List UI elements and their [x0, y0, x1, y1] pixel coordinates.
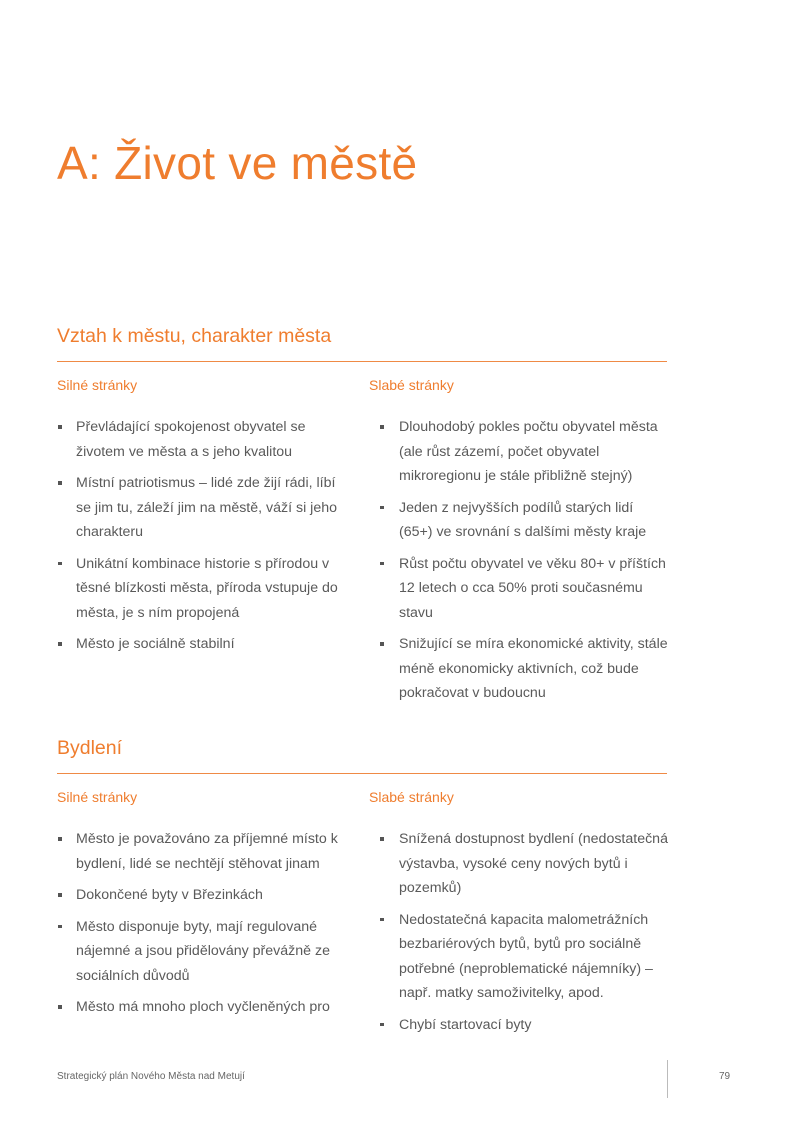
list-item-text: Dokončené byty v Březinkách — [76, 887, 263, 903]
list-item — [369, 632, 669, 706]
weaknesses-heading: Slabé stránky — [369, 789, 454, 805]
list-item — [369, 552, 669, 626]
list-item-text: Město disponuje byty, mají regulované nájemné a jsou přidělovány převážně ze sociálních důvodů — [76, 918, 330, 984]
list-item-text: Převládající spokojenost obyvatel se životem ve města a s jeho kvalitou — [76, 419, 306, 460]
list-item — [369, 827, 669, 901]
weaknesses-column — [369, 789, 669, 1044]
list-item-text: Město má mnoho ploch vyčleněných pro — [76, 999, 330, 1015]
strengths-column — [57, 377, 352, 664]
list-item-text: Dlouhodobý pokles počtu obyvatel města (ale růst zázemí, počet obyvatel mikroregionu je stále přibližně stejný) — [399, 419, 658, 484]
section-housing — [57, 737, 668, 1033]
list-item — [57, 632, 352, 657]
bullet-icon — [58, 562, 62, 566]
bullet-icon — [58, 481, 62, 485]
strengths-heading: Silné stránky — [57, 377, 138, 393]
bullet-icon — [58, 425, 62, 429]
bullet-icon — [380, 562, 384, 566]
list-item-text: Snižující se míra ekonomické aktivity, stále méně ekonomicky aktivních, což bude pokračovat v budoucnu — [399, 636, 668, 701]
list-item — [369, 1013, 669, 1038]
list-item — [369, 496, 669, 545]
weaknesses-column — [369, 377, 669, 713]
bullet-icon — [58, 893, 62, 897]
bullet-icon — [380, 506, 384, 510]
weaknesses-heading: Slabé stránky — [369, 377, 454, 393]
strengths-list — [57, 415, 352, 657]
weaknesses-list — [369, 827, 669, 1037]
weaknesses-list — [369, 415, 669, 706]
section-title: Bydlení — [57, 737, 667, 774]
list-item — [57, 415, 352, 464]
strengths-column — [57, 789, 352, 1027]
list-item — [57, 995, 352, 1020]
list-item — [57, 883, 352, 908]
strengths-heading: Silné stránky — [57, 789, 138, 805]
page-title: A: Život ve městě — [57, 137, 418, 189]
bullet-icon — [380, 1023, 384, 1027]
bullet-icon — [58, 925, 62, 929]
list-item-text: Město je považováno za příjemné místo k bydlení, lidé se nechtějí stěhovat jinam — [76, 831, 338, 872]
list-item — [57, 471, 352, 545]
list-item — [369, 908, 669, 1006]
footer-divider — [667, 1060, 668, 1098]
list-item — [369, 415, 669, 489]
page-number: 79 — [719, 1071, 731, 1082]
strengths-list — [57, 827, 352, 1020]
section-relationship-to-town — [57, 325, 668, 701]
list-item — [57, 827, 352, 876]
list-item-text: Místní patriotismus – lidé zde žijí rádi, líbí se jim tu, záleží jim na městě, váží si jeho charakteru — [76, 475, 337, 540]
list-item-text: Jeden z nejvyšších podílů starých lidí (65+) ve srovnání s dalšími městy kraje — [399, 499, 647, 540]
list-item — [57, 915, 352, 989]
bullet-icon — [380, 918, 384, 922]
list-item-text: Nedostatečná kapacita malometrážních bezbariérových bytů, bytů pro sociálně potřebné (neproblematické nájemníky) – např. matky samoživitelky, apod. — [399, 911, 653, 1001]
bullet-icon — [380, 425, 384, 429]
bullet-icon — [58, 642, 62, 646]
list-item-text: Chybí startovací byty — [399, 1016, 532, 1033]
section-title: Vztah k městu, charakter města — [57, 325, 667, 362]
list-item-text: Unikátní kombinace historie s přírodou v těsné blízkosti města, příroda vstupuje do města, je s ním propojená — [76, 555, 338, 621]
list-item-text: Růst počtu obyvatel ve věku 80+ v příštích 12 letech o cca 50% proti současnému stavu — [399, 555, 666, 621]
bullet-icon — [380, 642, 384, 646]
bullet-icon — [58, 1005, 62, 1009]
footer-title: Strategický plán Nového Města nad Metují — [57, 1071, 245, 1082]
list-item-text: Město je sociálně stabilní — [76, 636, 235, 652]
list-item — [57, 552, 352, 626]
list-item-text: Snížená dostupnost bydlení (nedostatečná výstavba, vysoké ceny nových bytů i pozemků) — [399, 831, 668, 896]
bullet-icon — [58, 837, 62, 841]
bullet-icon — [380, 837, 384, 841]
